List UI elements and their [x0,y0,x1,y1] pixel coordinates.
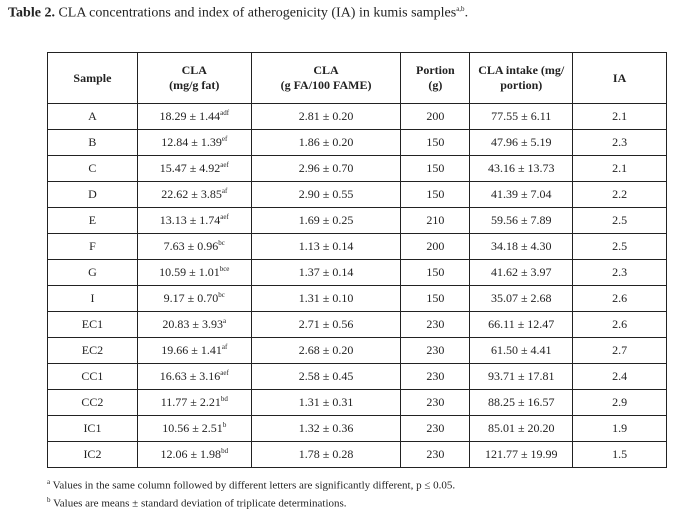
cell-text: 1.31 ± 0.10 [298,291,354,305]
cell-text: ef [221,135,228,143]
caption-label: Table 2. [8,5,55,21]
cell-text: af [221,343,228,351]
cell-text: 210 [426,213,445,227]
table-row [48,234,667,260]
table-cell [401,156,470,182]
cell-text: 1.5 [612,447,628,461]
table-cell [401,208,470,234]
cell-text: aef [220,161,229,169]
cell-text: bd [220,395,228,403]
table-cell [401,338,470,364]
cell-text: 2.6 [612,291,628,305]
cell-text: aef [220,369,229,377]
cell-text: EC1 [81,317,104,331]
cell-text: 66.11 ± 12.47 [488,317,555,331]
table-cell [401,364,470,390]
cell-text: 9.17 ± 0.70 [163,291,219,305]
cell-text: 2.71 ± 0.56 [298,317,354,331]
cell-text: 12.06 ± 1.98 [160,447,222,461]
caption-text: CLA concentrations and index of atherogenicity (IA) in kumis samples [58,5,457,21]
cell-text: aef [220,213,229,221]
table-cell [573,312,667,338]
cell-text: 2.7 [612,343,628,357]
table-cell [48,260,138,286]
cell-text: 2.1 [612,109,628,123]
cell-text: 59.56 ± 7.89 [490,213,552,227]
table-cell [573,364,667,390]
cell-text: 93.71 ± 17.81 [487,369,555,383]
cell-text: 22.62 ± 3.85 [161,187,222,201]
footnote-mark: b [47,496,51,504]
table-cell [251,442,401,468]
cell-text: bc [218,239,225,247]
cell-text: bc [218,291,225,299]
table-cell [251,312,401,338]
cell-text: D [88,187,97,201]
table-cell [48,390,138,416]
caption-end: . [464,5,469,21]
cell-text: 2.58 ± 0.45 [298,369,354,383]
table-row [48,312,667,338]
table-cell [137,104,251,130]
table-cell [573,208,667,234]
cell-text: CC1 [81,369,104,383]
table-cell [48,182,138,208]
cell-text: 200 [426,109,445,123]
cell-text: a [223,317,227,325]
table-cell [137,156,251,182]
cell-text: I [90,291,95,305]
cell-text: 2.96 ± 0.70 [298,161,354,175]
table-cell [251,260,401,286]
table-cell [251,182,401,208]
cell-text: 15.47 ± 4.92 [159,161,221,175]
cell-text: 2.90 ± 0.55 [298,187,354,201]
cell-text: 61.50 ± 4.41 [490,343,552,357]
table-cell [137,234,251,260]
cell-text: 13.13 ± 1.74 [159,213,221,227]
column-header [401,53,470,104]
cell-text: EC2 [81,343,104,357]
table-cell [251,364,401,390]
cell-text: 150 [426,135,445,149]
table-row [48,182,667,208]
cell-text: IC2 [83,447,102,461]
cell-text: 2.6 [612,317,628,331]
cell-text: 1.78 ± 0.28 [298,447,354,461]
cell-text: B [88,135,97,149]
table-row [48,390,667,416]
footnote-a [47,478,455,492]
cell-text: 150 [426,187,445,201]
table-row [48,260,667,286]
cell-text: Portion [416,63,455,77]
table-cell [401,312,470,338]
table-cell [251,234,401,260]
cell-text: 150 [426,265,445,279]
table-row [48,130,667,156]
data-table [47,52,667,468]
cell-text: 10.56 ± 2.51 [162,421,223,435]
cell-text: IC1 [83,421,102,435]
table-cell [137,390,251,416]
cell-text: 2.5 [612,213,628,227]
cell-text: 18.29 ± 1.44 [159,109,221,123]
header-row [48,53,667,104]
table-cell [251,286,401,312]
cell-text: af [221,187,228,195]
table-cell [251,130,401,156]
table-cell [48,364,138,390]
footnote-text: Values in the same column followed by different letters are significantly different, p ≤ 0.05. [52,479,456,492]
cell-text: 16.63 ± 3.16 [159,369,221,383]
table-cell [48,130,138,156]
cell-text: C [88,161,97,175]
column-header [470,53,573,104]
table-cell [470,104,573,130]
column-header [573,53,667,104]
table-cell [470,182,573,208]
table-cell [48,104,138,130]
table-cell [48,156,138,182]
table-cell [137,208,251,234]
table-row [48,442,667,468]
table-row [48,286,667,312]
table-cell [137,182,251,208]
table-cell [48,442,138,468]
column-header [137,53,251,104]
table-row [48,104,667,130]
cell-text: Sample [73,70,112,85]
table-cell [401,390,470,416]
table-row [48,364,667,390]
table-cell [251,104,401,130]
footnote-b [47,496,347,510]
cell-text: 1.9 [612,421,628,435]
table-cell [401,130,470,156]
cell-text: (g FA/100 FAME) [280,78,372,92]
table-cell [48,234,138,260]
cell-text: 150 [426,161,445,175]
cell-text: 19.66 ± 1.41 [161,343,222,357]
table-cell [573,338,667,364]
cell-text: 121.77 ± 19.99 [484,447,558,461]
cell-text: 1.32 ± 0.36 [298,421,354,435]
table-cell [48,286,138,312]
table-cell [470,338,573,364]
cell-text: adf [220,109,230,117]
cell-text: 41.39 ± 7.04 [490,187,552,201]
cell-text: 1.13 ± 0.14 [298,239,354,253]
table-cell [573,130,667,156]
cell-text: 41.62 ± 3.97 [490,265,552,279]
cell-text: 11.77 ± 2.21 [160,395,221,409]
table-cell [573,442,667,468]
footnote-mark: a [47,478,51,486]
cell-text: 34.18 ± 4.30 [490,239,552,253]
cell-text: 230 [426,447,445,461]
table-row [48,208,667,234]
table-cell [251,390,401,416]
cell-text: 2.5 [612,239,628,253]
table-cell [470,156,573,182]
table-cell [137,260,251,286]
table-cell [401,416,470,442]
table-cell [401,260,470,286]
column-header [48,53,138,104]
cell-text: 47.96 ± 5.19 [490,135,552,149]
cell-text: F [89,239,96,253]
table-cell [470,208,573,234]
cell-text: 20.83 ± 3.93 [162,317,224,331]
cell-text: 2.3 [612,135,628,149]
table-cell [137,286,251,312]
table-cell [48,416,138,442]
table-cell [48,338,138,364]
cell-text: 85.01 ± 20.20 [487,421,555,435]
table-cell [48,312,138,338]
table-cell [573,156,667,182]
cell-text: G [88,265,97,279]
cell-text: 2.9 [612,395,628,409]
cell-text: 2.2 [612,187,628,201]
cell-text: portion) [500,78,543,92]
table-cell [251,156,401,182]
cell-text: E [88,213,97,227]
table-cell [137,338,251,364]
table-cell [137,130,251,156]
table-cell [251,338,401,364]
cell-text: 1.69 ± 0.25 [298,213,354,227]
table-row [48,338,667,364]
cell-text: A [88,109,97,123]
cell-text: CLA intake (mg/ [478,63,565,77]
cell-text: 230 [426,317,445,331]
cell-text: (mg/g fat) [169,78,220,92]
cell-text: 1.37 ± 0.14 [298,265,354,279]
table-cell [137,364,251,390]
table-row [48,416,667,442]
cell-text: 88.25 ± 16.57 [487,395,555,409]
caption-sup: a,b [456,5,465,13]
table-cell [573,260,667,286]
cell-text: 2.81 ± 0.20 [298,109,354,123]
cell-text: 12.84 ± 1.39 [161,135,222,149]
cell-text: 200 [426,239,445,253]
footnote-text: Values are means ± standard deviation of triplicate determinations. [53,497,347,510]
table-cell [470,364,573,390]
cell-text: 230 [426,421,445,435]
table-cell [573,416,667,442]
cell-text: 10.59 ± 1.01 [159,265,220,279]
cell-text: 150 [426,291,445,305]
table-cell [573,182,667,208]
cell-text: 230 [426,369,445,383]
cell-text: CLA [313,63,339,77]
cell-text: 1.31 ± 0.31 [298,395,354,409]
table-cell [470,130,573,156]
cell-text: 7.63 ± 0.96 [163,239,219,253]
table-cell [251,208,401,234]
table-row [48,156,667,182]
table-cell [470,390,573,416]
cell-text: 230 [426,395,445,409]
table-cell [48,208,138,234]
table-cell [573,234,667,260]
table-cell [573,104,667,130]
table-cell [401,104,470,130]
table-cell [401,234,470,260]
cell-text: 35.07 ± 2.68 [490,291,552,305]
cell-text: 2.3 [612,265,628,279]
cell-text: CC2 [81,395,104,409]
table-cell [470,286,573,312]
cell-text: 77.55 ± 6.11 [491,109,552,123]
cell-text: CLA [181,63,207,77]
cell-text: 1.86 ± 0.20 [298,135,354,149]
table-cell [401,286,470,312]
table-cell [470,312,573,338]
cell-text: bce [219,265,230,273]
table-caption [8,5,468,22]
table-cell [470,416,573,442]
cell-text: 2.4 [612,369,628,383]
table-cell [401,442,470,468]
cell-text: (g) [428,78,443,92]
table-cell [573,286,667,312]
cell-text: bd [221,447,229,455]
table-cell [573,390,667,416]
cell-text: IA [612,70,627,85]
table-cell [137,416,251,442]
cell-text: 2.1 [612,161,628,175]
table-cell [137,442,251,468]
table-cell [470,234,573,260]
table-cell [251,416,401,442]
table-cell [401,182,470,208]
cell-text: 2.68 ± 0.20 [298,343,354,357]
table-cell [470,260,573,286]
column-header [251,53,401,104]
table-cell [137,312,251,338]
cell-text: 230 [426,343,445,357]
table-cell [470,442,573,468]
cell-text: 43.16 ± 13.73 [487,161,555,175]
cell-text: b [222,421,227,429]
